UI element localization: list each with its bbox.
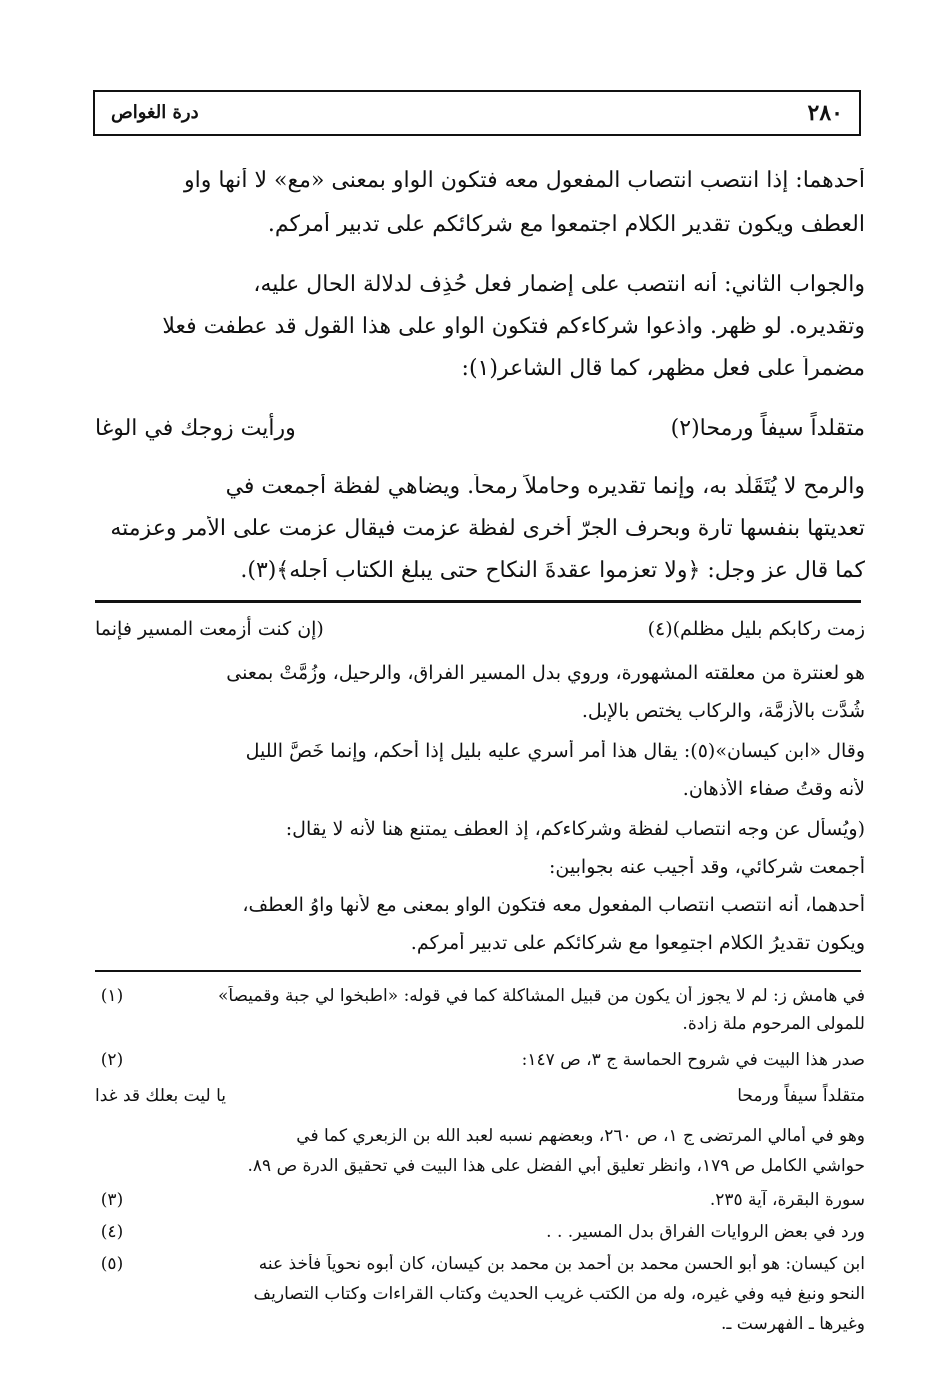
footnote-text: النحو ونبغ فيه وفي غيره، وله من الكتب غريب الحديث وكتاب القراءات وكتاب التصاريف — [253, 1284, 865, 1304]
annex-line: لأنه وقتُ صفاء الأذهان. — [682, 778, 865, 800]
footnote-1 — [95, 986, 865, 1006]
footnote-marker: (٥) — [100, 1254, 124, 1274]
footnote-marker: (٢) — [100, 1050, 124, 1070]
footnote-2-cont — [95, 1156, 865, 1176]
footnote-text: صدر هذا البيت في شروح الحماسة ج ٣، ص ١٤٧: — [521, 1050, 865, 1070]
footnote-rule — [95, 970, 861, 972]
main-line: مضمراً على فعل مظهر، كما قال الشاعر(١): — [461, 356, 865, 381]
main-line: والجواب الثاني: أنه انتصب على إضمار فعل حُذِف لدلالة الحال عليه، — [253, 272, 865, 297]
annex-line: وقال «ابن كيسان»(٥): يقال هذا أمر أسري عليه بليل إذا أُحكم، وإنما خَصَّ الليل — [245, 740, 865, 762]
footnote-5-cont — [95, 1284, 865, 1304]
running-title: درة الغواص — [111, 102, 199, 123]
page-header — [93, 90, 861, 136]
footnote-text: ابن كيسان: هو أبو الحسن محمد بن أحمد بن محمد بن كيسان، كان أبوه نحوياً فأخذ عنه — [258, 1254, 865, 1274]
footnote-marker: (٣) — [100, 1190, 124, 1210]
annex-line: أحدهما، أنه انتصب انتصاب المفعول معه فتكون الواو بمعنى مع لأنها واوُ العطف، — [242, 894, 865, 916]
main-line: تعديتها بنفسها تارة وبحرف الجرّ أخرى لفظة عزمت فيقال عزمت على الأمر وعزمته — [110, 516, 865, 541]
separator-rule — [95, 600, 861, 603]
annex-line: ويكون تقديرُ الكلام اجتمِعوا مع شركائكم على تدبير أمركم. — [410, 932, 865, 954]
footnote-marker: (٤) — [100, 1222, 124, 1242]
footnote-1-cont — [95, 1014, 865, 1034]
footnote-2-cont — [95, 1126, 865, 1146]
footnote-marker: (١) — [100, 986, 124, 1006]
annex-line: أجمعت شركائي، وقد أجيب عنه بجوابين: — [549, 856, 865, 878]
footnote-text: حواشي الكامل ص ١٧٩، وانظر تعليق أبي الفضل على هذا البيت في تحقيق الدرة ص ٨٩. — [247, 1156, 865, 1176]
footnote-text: ورد في بعض الروايات الفراق بدل المسير. . . — [546, 1222, 865, 1242]
footnote-text: في هامش ز: لم لا يجوز أن يكون من قبيل المشاكلة كما في قوله: «اطبخوا لي جبة وقميصاً» — [217, 986, 865, 1006]
annex-line: (ويُسأَل عن وجه انتصاب لفظة وشركاءكم، إذ العطف يمتنع هنا لأنه لا يقال: — [285, 818, 865, 840]
verse-hemistich: متقلداً سيفاً ورمحا — [737, 1086, 865, 1106]
verse-hemistich: يا ليت بعلك قد غدا — [95, 1086, 227, 1106]
footnote-verse — [95, 1086, 865, 1106]
verse-hemistich: ورأيت زوجك في الوغا — [95, 416, 296, 441]
verse-hemistich: زمت ركابكم بليل مظلم)(٤) — [647, 618, 865, 640]
footnote-text: وهو في أمالي المرتضى ج ١، ص ٢٦٠، وبعضهم نسبه لعبد الله بن الزبعري كما في — [296, 1126, 865, 1146]
footnote-5 — [95, 1254, 865, 1274]
annex-line: شُدَّت بالأزمَّة، والركاب يختص بالإبل. — [581, 700, 865, 722]
footnote-3 — [95, 1190, 865, 1210]
main-line: والرمح لا يُتَقَلَّد به، وإنما تقديره وحاملاً رمحاً. ويضاهي لفظة أجمعت في — [225, 474, 865, 499]
main-line: وتقديره. لو ظهر. واذعوا شركاءكم فتكون الواو على هذا القول قد عطفت فعلا — [162, 314, 865, 339]
main-line: كما قال عز وجل: ﴿ولا تعزموا عقدةَ النكاح حتى يبلغ الكتاب أجله﴾(٣). — [240, 558, 865, 583]
verse-hemistich: (إن كنت أزمعت المسير فإنما — [95, 618, 324, 640]
footnote-text: للمولى المرحوم ملة زادة. — [682, 1014, 865, 1034]
main-line: العطف ويكون تقدير الكلام اجتمعوا مع شركائكم على تدبير أمركم. — [267, 212, 865, 237]
footnote-text: سورة البقرة، آية ٢٣٥. — [709, 1190, 865, 1210]
verse — [95, 618, 865, 640]
verse-hemistich: متقلداً سيفاً ورمحا(٢) — [670, 416, 865, 441]
verse — [95, 416, 865, 441]
footnote-4 — [95, 1222, 865, 1242]
annex-line: هو لعنترة من معلقته المشهورة، وروي بدل المسير الفراق، والرحيل، وزُمَّتْ بمعنى — [226, 662, 865, 684]
footnote-text: وغيرها ـ الفهرست ـ. — [721, 1314, 865, 1334]
footnote-5-cont — [95, 1314, 865, 1334]
page-number: ٢٨٠ — [807, 100, 843, 126]
footnote-2 — [95, 1050, 865, 1070]
main-line: أحدهما: إذا انتصب انتصاب المفعول معه فتكون الواو بمعنى «مع» لا أنها واو — [184, 168, 865, 193]
